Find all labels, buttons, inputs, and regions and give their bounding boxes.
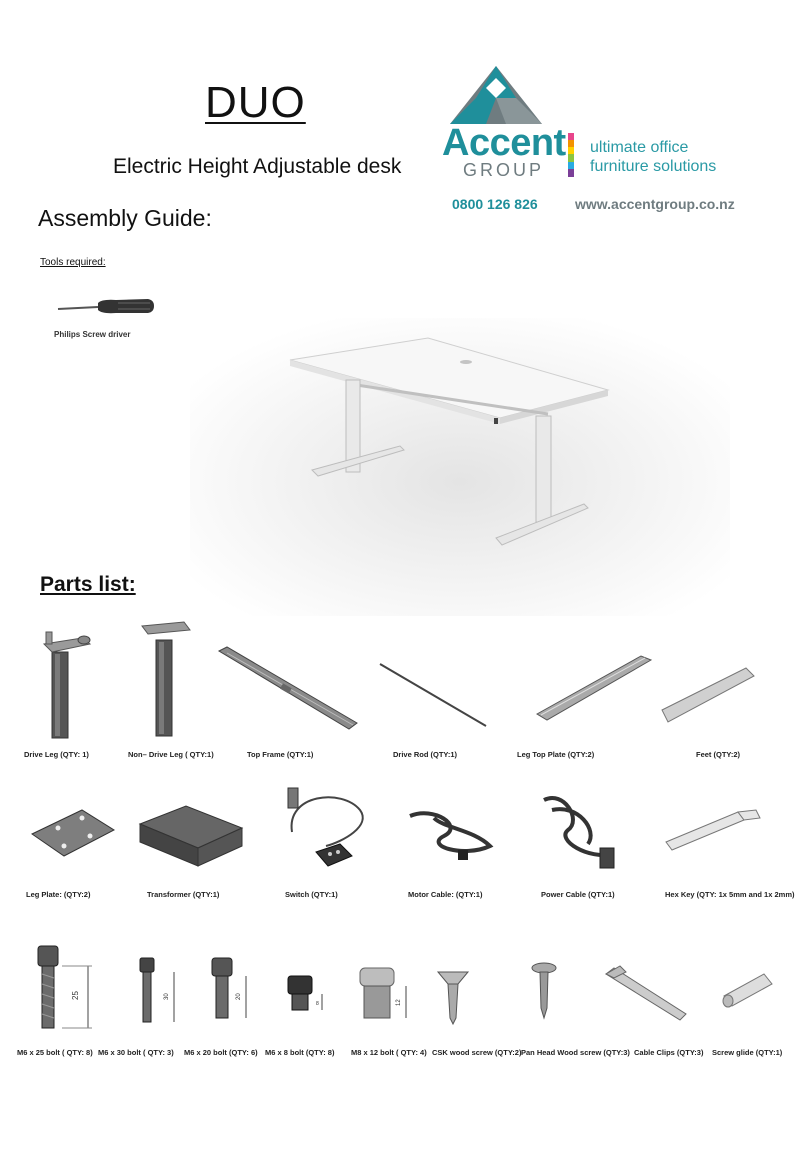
power-cable-image (538, 790, 622, 880)
desk-illustration (190, 318, 730, 616)
m6x25-bolt-image (32, 944, 102, 1030)
top-frame-image (215, 645, 360, 733)
screw-glide-image (720, 970, 776, 1010)
drive-leg-image (38, 628, 94, 740)
caption-non-drive-leg: Non– Drive Leg ( QTY:1) (128, 750, 214, 759)
caption-leg-top-plate: Leg Top Plate (QTY:2) (517, 750, 595, 759)
caption-transformer: Transformer (QTY:1) (147, 890, 220, 899)
caption-switch: Switch (QTY:1) (285, 890, 338, 899)
pan-head-wood-screw-image (530, 962, 558, 1020)
document-subtitle: Electric Height Adjustable desk (113, 155, 402, 178)
dim-label-8: 8 (316, 1001, 319, 1007)
caption-drive-rod: Drive Rod (QTY:1) (393, 750, 458, 759)
logo-brand-name: Accent (442, 122, 566, 164)
caption-m6x8-bolt: M6 x 8 bolt (QTY: 8) (265, 1048, 335, 1057)
leg-top-plate-image (535, 652, 655, 724)
caption-feet: Feet (QTY:2) (696, 750, 741, 759)
caption-m6x30-bolt: M6 x 30 bolt ( QTY: 3) (98, 1048, 174, 1057)
dim-label-12: 12 (396, 999, 402, 1006)
m6x30-bolt-image (136, 956, 182, 1024)
switch-image (282, 786, 368, 876)
tagline-line-1: ultimate office (590, 139, 689, 156)
tool-caption: Philips Screw driver (54, 330, 131, 339)
non-drive-leg-image (140, 620, 192, 740)
caption-m6x20-bolt: M6 x 20 bolt (QTY: 6) (184, 1048, 258, 1057)
motor-cable-image (404, 806, 496, 864)
tagline-line-2: furniture solutions (590, 158, 717, 175)
accent-logo-mark (446, 64, 546, 126)
tools-required-label: Tools required: (40, 257, 106, 268)
m6x20-bolt-image (210, 956, 256, 1020)
transformer-image (138, 804, 246, 870)
caption-power-cable: Power Cable (QTY:1) (541, 890, 615, 899)
phone-number: 0800 126 826 (452, 196, 538, 212)
logo-group-text: GROUP (463, 160, 545, 180)
caption-m6x25-bolt: M6 x 25 bolt ( QTY: 8) (17, 1048, 93, 1057)
caption-top-frame: Top Frame (QTY:1) (247, 750, 314, 759)
drive-rod-image (378, 660, 490, 730)
document-title: DUO (205, 78, 306, 127)
dim-label-30: 30 (164, 993, 170, 1000)
caption-csk-wood-screw: CSK wood screw (QTY:2) (432, 1048, 522, 1057)
caption-hex-key: Hex Key (QTY: 1x 5mm and 1x 2mm) (665, 890, 795, 899)
parts-list-heading: Parts list: (40, 573, 136, 596)
caption-motor-cable: Motor Cable: (QTY:1) (408, 890, 483, 899)
hex-key-image (664, 806, 764, 856)
logo-tagline (590, 138, 716, 176)
caption-pan-head-wood-screw: Pan Head Wood screw (QTY:3) (521, 1048, 630, 1057)
logo-color-stripes (568, 133, 574, 177)
dim-label-25: 25 (71, 991, 80, 1000)
screwdriver-icon (56, 294, 156, 320)
caption-cable-clips: Cable Clips (QTY:3) (634, 1048, 704, 1057)
caption-leg-plate: Leg Plate: (QTY:2) (26, 890, 91, 899)
caption-m8x12-bolt: M8 x 12 bolt ( QTY: 4) (351, 1048, 427, 1057)
csk-wood-screw-image (436, 968, 472, 1026)
m8x12-bolt-image (356, 966, 416, 1022)
leg-plate-image (30, 808, 116, 860)
cable-clip-image (602, 964, 690, 1022)
m6x8-bolt-image (286, 974, 332, 1014)
website-url: www.accentgroup.co.nz (575, 196, 735, 212)
feet-image (660, 664, 756, 726)
caption-screw-glide: Screw glide (QTY:1) (712, 1048, 783, 1057)
assembly-guide-heading: Assembly Guide: (38, 205, 212, 231)
dim-label-20: 20 (236, 993, 242, 1000)
caption-drive-leg: Drive Leg (QTY: 1) (24, 750, 89, 759)
